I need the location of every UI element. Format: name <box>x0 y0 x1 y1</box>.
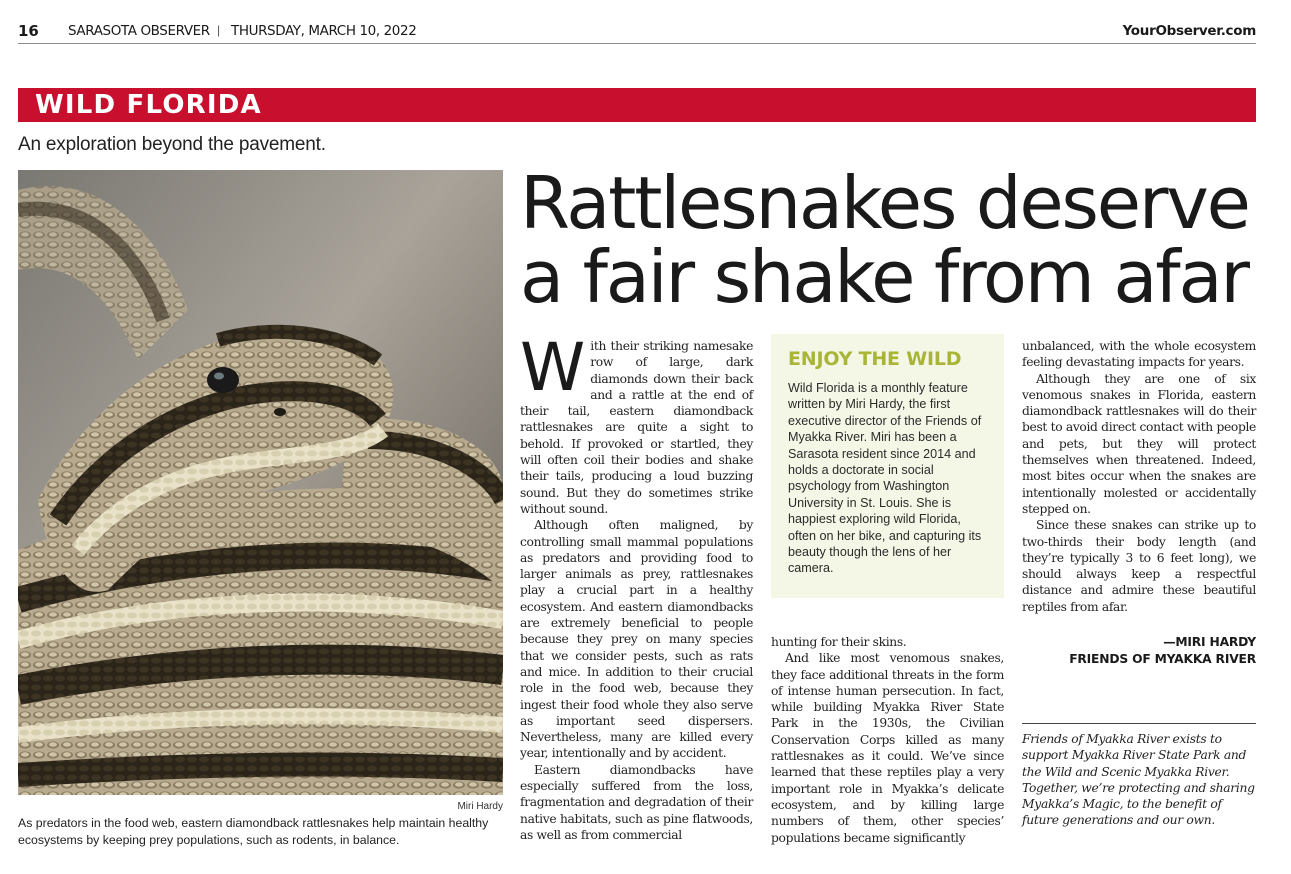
section-tagline: An exploration beyond the pavement. <box>18 134 326 155</box>
paragraph-6: Since these snakes can strike up to two-thirds their body length (and they’re typically 3 to 6 feet long), we should always keep a respectful distance and admire these beautiful reptiles from afar. <box>1022 518 1256 614</box>
paragraph-3-continued: hunting for their skins. <box>771 635 907 649</box>
author-organization: FRIENDS OF MYAKKA RIVER <box>1069 651 1256 666</box>
photo-credit: Miri Hardy <box>457 801 503 812</box>
footnote-divider <box>1022 723 1256 724</box>
paragraph-4: And like most venomous snakes, they face additional threats in the form of intense human persecution. In fact, while building Myakka River State Park in the 1930s, the Civilian Conservation Corps killed as many rattlesnakes as it could. We’ve since learned that these reptiles play a very important role in Myakka’s delicate ecosystem, and by killing large numbers of them, other species’ populations became significantly <box>771 651 1004 845</box>
page-header <box>18 20 1256 44</box>
issue-date: THURSDAY, MARCH 10, 2022 <box>231 23 417 39</box>
paragraph-5: Although they are one of six venomous snakes in Florida, eastern diamondback rattlesnakes will do their best to avoid direct contact with people and pets, but they will protect themselves when threatened. Indeed, most bites occur when the snakes are intentionally molested or accidentally stepped on. <box>1022 371 1256 516</box>
article-headline: Rattlesnakes deserve a fair shake from afar <box>520 161 1249 319</box>
website-url[interactable]: YourObserver.com <box>1122 23 1256 39</box>
sidebar-title: ENJOY THE WILD <box>788 348 962 370</box>
paragraph-4-continued: unbalanced, with the whole ecosystem feeling devastating impacts for years. <box>1022 339 1256 370</box>
section-title: WILD FLORIDA <box>35 90 262 120</box>
author-signature <box>1022 634 1256 667</box>
article-column-2 <box>771 634 1004 846</box>
rattlesnake-photo <box>18 170 503 795</box>
section-banner <box>18 88 1256 122</box>
article-column-3 <box>1022 338 1256 615</box>
sidebar-text: Wild Florida is a monthly feature written by Miri Hardy, the first executive director of the Friends of Myakka River. Miri has been a Sarasota resident since 2014 and holds a doctorate in social psychology from Washington University in St. Louis. She is happiest exploring wild Florida, often on her bike, and capturing its beauty though the lens of her camera. <box>788 381 982 576</box>
enjoy-the-wild-sidebar <box>771 334 1004 598</box>
publication-name: SARASOTA OBSERVER <box>68 23 210 39</box>
author-name: —MIRI HARDY <box>1163 635 1256 649</box>
article-column-1 <box>520 329 753 843</box>
drop-cap: W <box>520 329 585 406</box>
page-number: 16 <box>18 22 39 40</box>
organization-footnote: Friends of Myakka River exists to support Myakka River State Park and the Wild and Scenic Myakka River. Together, we’re protecting and sharing Myakka’s Magic, to the benefit of future generations and our own. <box>1022 732 1255 828</box>
paragraph-3: Eastern diamondbacks have especially suffered from the loss, fragmentation and degradation of their native habitats, such as pine flatwoods, as well as from commercial <box>520 762 753 842</box>
header-separator: | <box>217 23 221 37</box>
paragraph-1: ith their striking namesake row of large, dark diamonds down their back and a rattle at the end of their tail, eastern diamondback rattlesnakes are quite a sight to behold. If provoked or startled, they will often coil their bodies and shake their tails, producing a loud buzzing sound. But they do sometimes strike without sound. <box>520 339 753 516</box>
photo-caption: As predators in the food web, eastern diamondback rattlesnakes help maintain healthy ecosystems by keeping prey populations, such as rodents, in balance. <box>18 816 489 847</box>
paragraph-2: Although often maligned, by controlling small mammal populations as predators and providing food to larger animals as prey, rattlesnakes play a crucial part in a healthy ecosystem. And eastern diamondbacks are extremely beneficial to people because they prey on many species that we consider pests, such as rats and mice. In addition to their crucial role in the food web, because they ingest their food whole they also serve as important seed dispersers. Nevertheless, many are killed every year, intentionally and by accident. <box>520 518 753 761</box>
